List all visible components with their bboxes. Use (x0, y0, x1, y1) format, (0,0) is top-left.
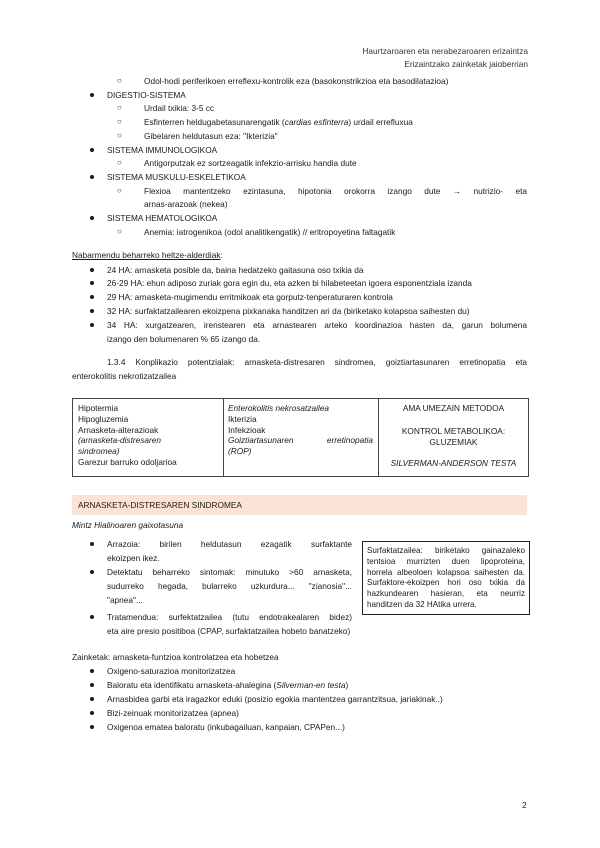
bullet-icon (90, 148, 94, 152)
bullet-icon (90, 216, 94, 220)
circle-bullet-icon: ○ (117, 117, 122, 126)
bullet-icon (90, 711, 94, 715)
table-divider (223, 399, 224, 476)
bullet-icon (90, 281, 94, 285)
rds-item-continued: sudurreko hegada, bularreko uzkurdura... "zianosia"... (107, 581, 352, 591)
bullet-icon (90, 683, 94, 687)
section-header: ARNASKETA-DISTRESAREN SINDROMEA (72, 495, 527, 515)
bullet-icon (90, 542, 94, 546)
circle-bullet-icon: ○ (117, 103, 122, 112)
bullet-icon (90, 697, 94, 701)
circle-bullet-icon: ○ (117, 131, 122, 140)
page-number: 2 (522, 800, 527, 810)
care-title: Zainketak: arnasketa-funtzioa kontrolatzea eta hobetzea (72, 652, 279, 662)
complications-table (72, 398, 529, 477)
circle-bullet-icon: ○ (117, 76, 122, 85)
complications-line-2: enterokolitis nekrotizatzailea (72, 371, 177, 381)
table-col-1: Hipotermia Hipogluzemia Arnasketa-alterazioak (arnasketa-distresaren sindromea) Garezur barruko odoljarioa (78, 403, 177, 467)
table-col-2: Enterokolitis nekrosatzailea Ikterizia Infekzioak Goiztiartasunaren erretinopatia (ROP) (228, 403, 373, 457)
section-subtitle: Mintz Hialinoaren gaixotasuna (72, 520, 184, 530)
table-col-3: AMA UMEZAIN METODOA KONTROL METABOLIKOA: GLUZEMIAK SILVERMAN-ANDERSON TESTA (390, 403, 517, 469)
rds-item-continued: ekoizpen ikez. (107, 553, 160, 563)
bullet-icon (90, 615, 94, 619)
bullet-icon (90, 309, 94, 313)
header-line-2: Erizaintzako zainketak jaioberrian (404, 59, 528, 69)
bullet-icon (90, 268, 94, 272)
rds-item-continued: eta aire presio positiboa (CPAP, surfaktatzailea hobeto banatzeko) (107, 626, 351, 636)
bullet-icon (90, 725, 94, 729)
bullet-icon (90, 175, 94, 179)
bullet-icon (90, 93, 94, 97)
bullet-icon (90, 295, 94, 299)
bullet-icon (90, 669, 94, 673)
milestone-item-continued: izango den bolumenaren % 65 izango da. (107, 334, 261, 344)
circle-bullet-icon: ○ (117, 227, 122, 236)
rds-item-continued: "apnea"... (107, 595, 143, 605)
milestones-title: Nabarmendu beharreko heltze-alderdiak: (72, 250, 223, 260)
surfactant-note: Surfaktatzailea: biriketako gainazaleko tentsioa murrizten duen lipoproteina, horrela albeoloen kolapsoa saihesten da. Surfaktore-ekoizpen hori oso txikia da hazkundearen hasieran, eta neurriz handitzen da 32 HAtika urrera. (362, 541, 530, 615)
circle-bullet-icon: ○ (117, 186, 122, 195)
circle-bullet-icon: ○ (117, 158, 122, 167)
complications-line-1: 1.3.4 Konplikazio potentzialak: arnasketa-distresaren sindromea, goiztiartasunaren erretinopatia eta (107, 357, 527, 367)
bullet-icon (90, 570, 94, 574)
header-line-1: Haurtzaroaren eta nerabezaroaren erizaintza (362, 46, 528, 56)
bullet-icon (90, 323, 94, 327)
